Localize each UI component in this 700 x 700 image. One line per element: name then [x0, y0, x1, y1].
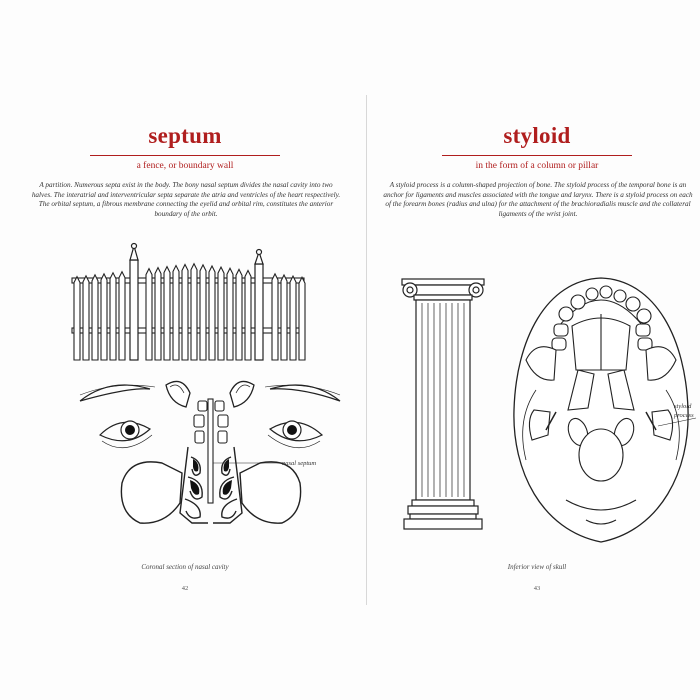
fence-picket [245, 270, 251, 360]
page-body-text: A styloid process is a column-shaped projection of bone. The styloid process of the temporal bone is an anchor for ligaments and muscles associated with the tongue and larynx. There is a styloid process on each of the forearm bones (radius and ulna) for the attachment of the brachioradialis muscle and the collateral ligaments of the wrist joint. [383, 181, 693, 218]
page-body-text: A partition. Numerous septa exist in the body. The bony nasal septum divides the nasal cavity into two halves. The interatrial and interventricular septa separate the atria and ventricles of the heart respectively. The orbital septum, a fibrous membrane connecting the eyelid and orbital rim, constitutes the anterior boundary of the orbit. [31, 181, 341, 218]
page-number: 43 [533, 585, 541, 592]
figure-caption: Inferior view of skull [507, 563, 567, 571]
page-number: 42 [181, 585, 189, 592]
fence-picket [155, 268, 161, 360]
column-illustration [398, 273, 488, 548]
fence-illustration [70, 242, 310, 367]
page-title: styloid [503, 123, 571, 148]
fence-picket [236, 269, 242, 360]
nasal-septum-label: nasal septum [282, 460, 317, 467]
figure-caption: Coronal section of nasal cavity [141, 563, 229, 571]
fence-picket [227, 268, 233, 360]
left-page [20, 95, 350, 605]
right-page [372, 95, 700, 605]
page-title: septum [148, 123, 222, 148]
fence-picket [146, 269, 152, 360]
fence-picket [299, 277, 305, 360]
fence-picket [218, 267, 224, 360]
fence-picket [200, 265, 206, 360]
fence-picket [209, 266, 215, 360]
styloid-label-line-1: styloid [674, 403, 692, 410]
skull-illustration [496, 270, 700, 555]
fence-picket [83, 276, 89, 360]
fence-picket [290, 276, 296, 360]
fence-picket [191, 264, 197, 360]
book-gutter [366, 95, 367, 605]
fence-picket [164, 267, 170, 360]
nasal-cavity-illustration [70, 373, 350, 543]
fence-picket [281, 275, 287, 360]
title-rule [442, 155, 632, 156]
fence-picket [272, 274, 278, 360]
page-subtitle: a fence, or boundary wall [136, 161, 234, 171]
fence-picket [182, 265, 188, 360]
page-subtitle: in the form of a column or pillar [475, 161, 599, 171]
fence-picket [173, 266, 179, 360]
fence-picket [92, 275, 98, 360]
fence-picket [74, 277, 80, 360]
fence-picket [119, 272, 125, 360]
fence-picket [110, 273, 116, 360]
styloid-label-line-2: process [674, 412, 694, 419]
fence-picket [101, 274, 107, 360]
title-rule [90, 155, 280, 156]
